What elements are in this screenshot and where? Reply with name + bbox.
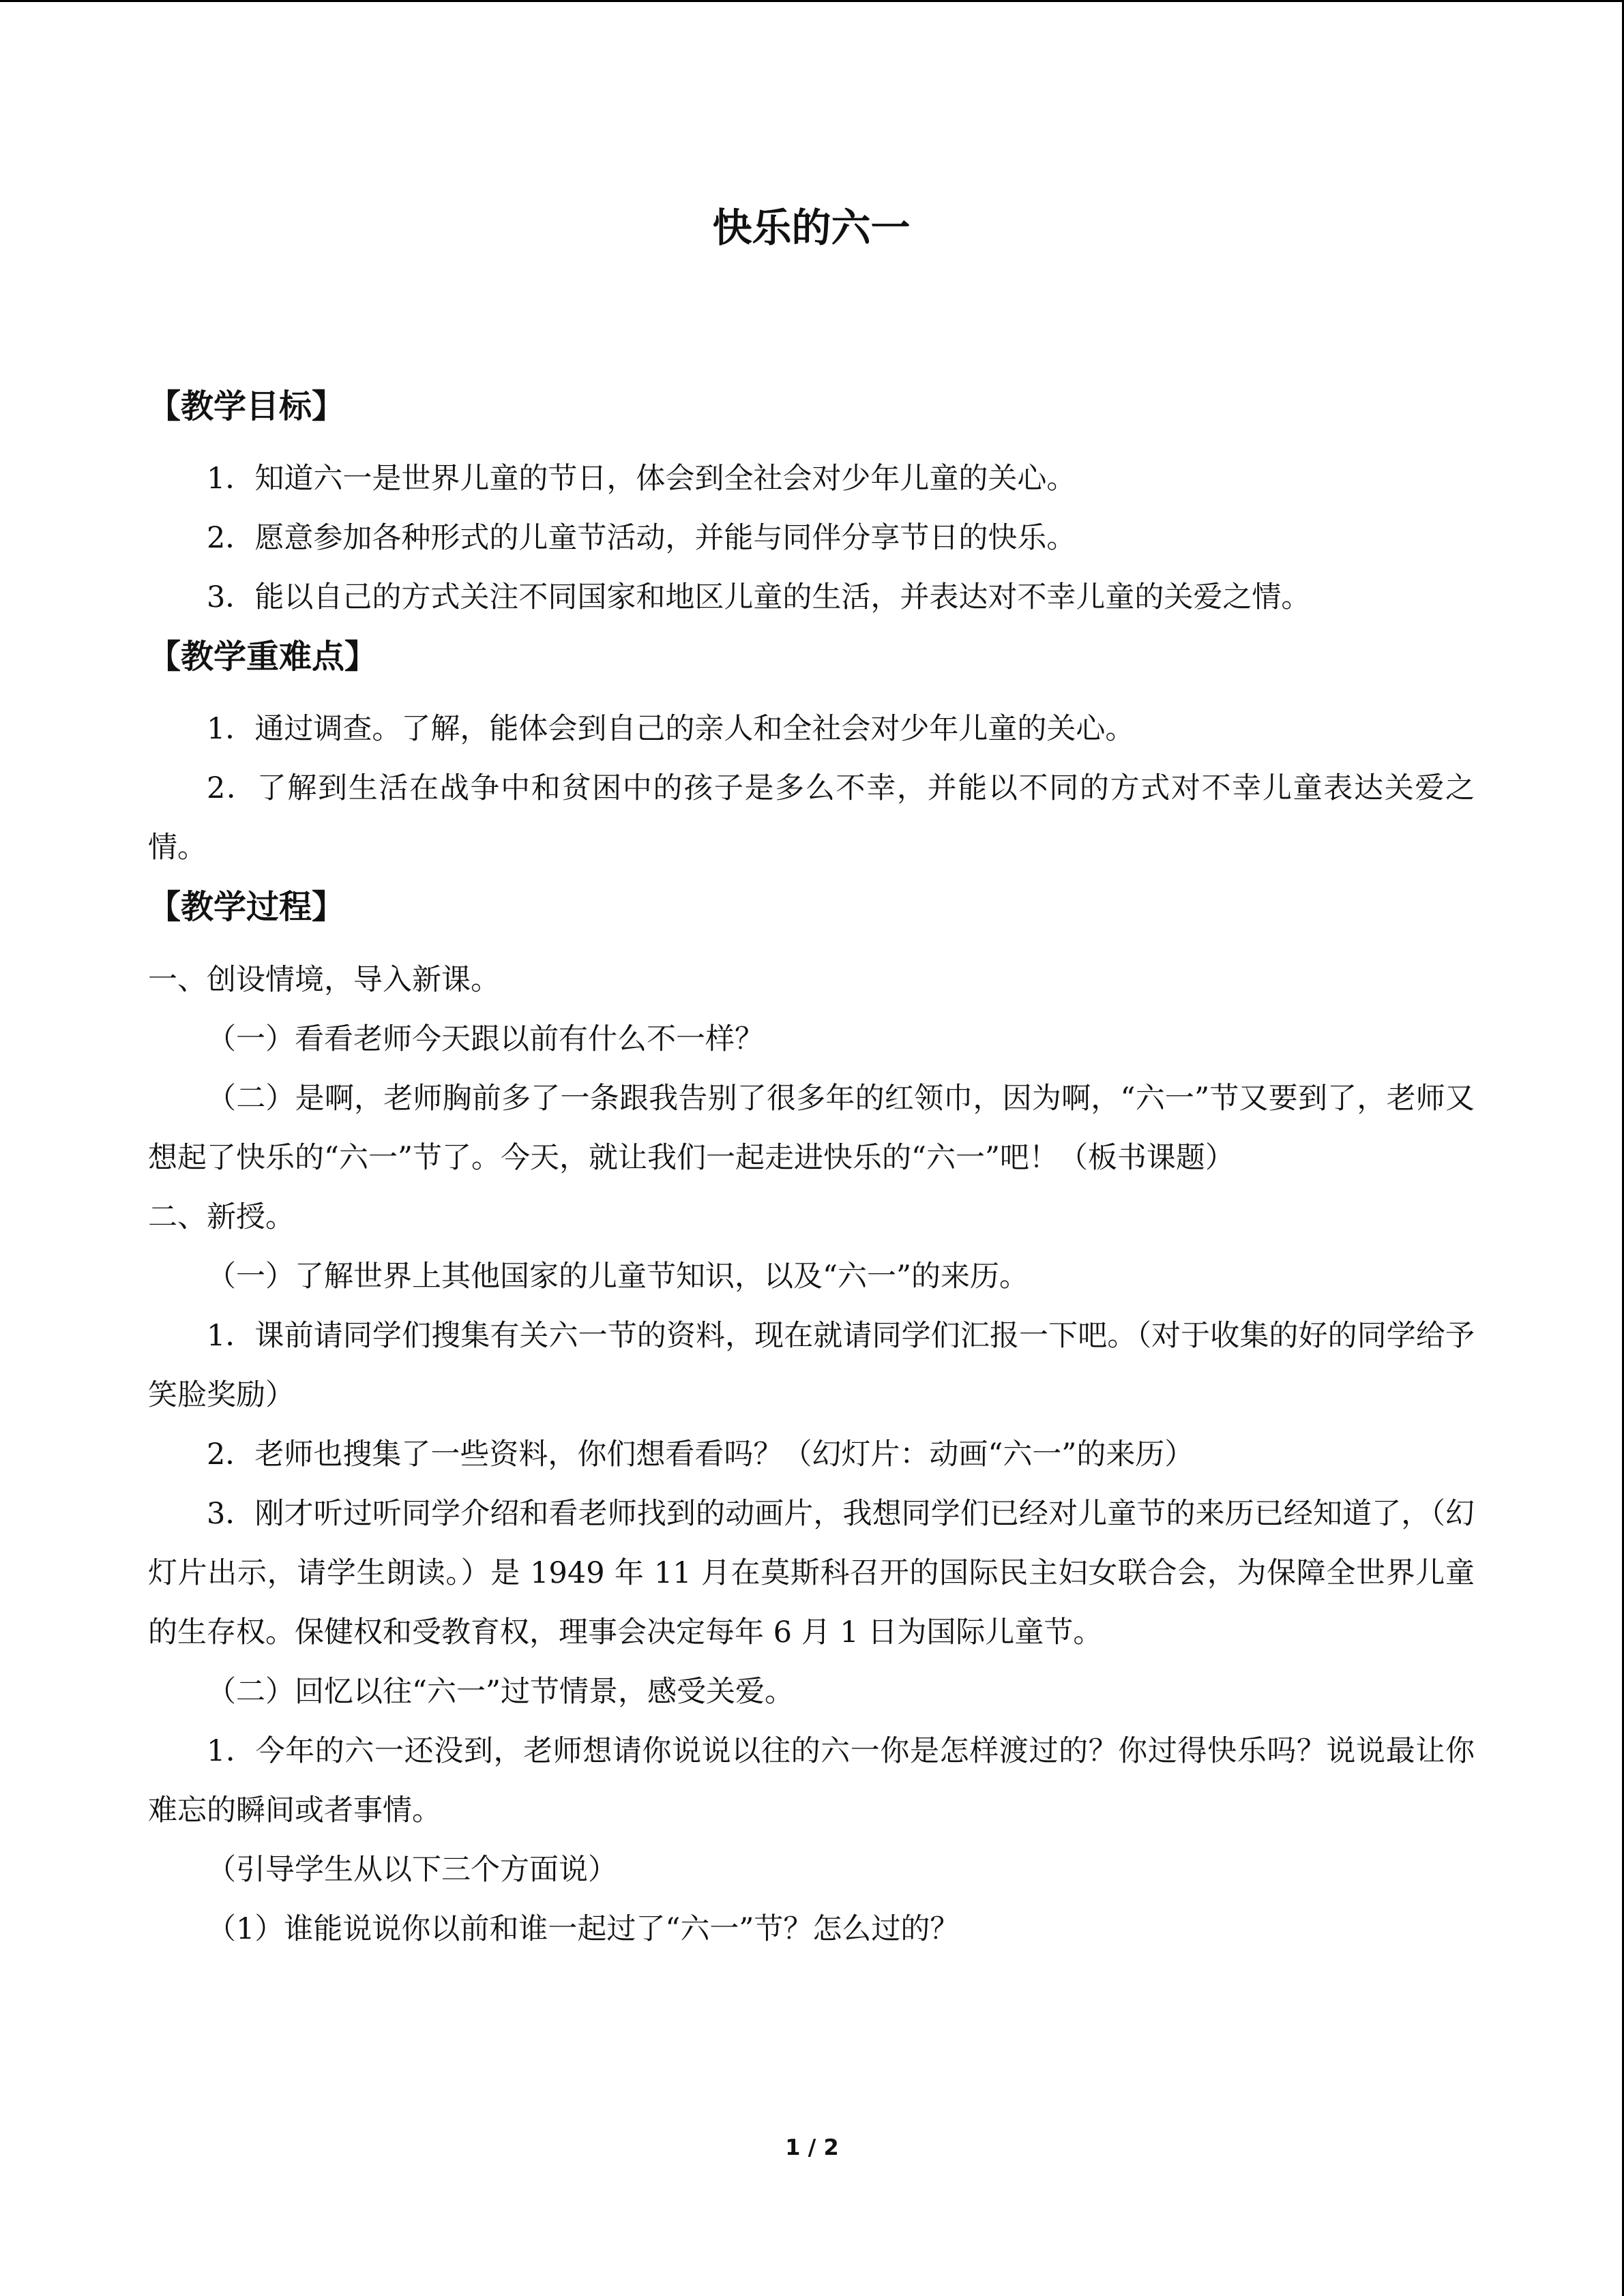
key-points-heading: 【教学重难点】 bbox=[148, 637, 378, 676]
page-border-top bbox=[0, 0, 1624, 2]
process-line: （二）是啊，老师胸前多了一条跟我告别了很多年的红领巾，因为啊，“六一”节又要到了，老师又想起了快乐的“六一”节了。今天，就让我们一起走进快乐的“六一”吧！（板书课题） bbox=[148, 1081, 1475, 1175]
objective-item: 3．能以自己的方式关注不同国家和地区儿童的生活，并表达对不幸儿童的关爱之情。 bbox=[207, 580, 1311, 614]
process-line: （二）回忆以往“六一”过节情景，感受关爱。 bbox=[207, 1674, 794, 1709]
process-heading: 【教学过程】 bbox=[148, 888, 345, 927]
process-line: （引导学生从以下三个方面说） bbox=[207, 1852, 617, 1887]
key-point-item: 1．通过调查。了解，能体会到自己的亲人和全社会对少年儿童的关心。 bbox=[207, 712, 1135, 747]
process-line: （一）看看老师今天跟以前有什么不一样？ bbox=[207, 1022, 764, 1056]
process-line: （1）谁能说说你以前和谁一起过了“六一”节？怎么过的？ bbox=[207, 1911, 960, 1946]
process-line: 3．刚才听过听同学介绍和看老师找到的动画片，我想同学们已经对儿童节的来历已经知道了，（幻灯片出示，请学生朗读。）是 1949 年 11 月在莫斯科召开的国际民主妇女联合会，为保障全世界儿童的生存权。保健权和受教育权，理事会决定每年 6 月 1 日为国际儿童节。 bbox=[148, 1496, 1475, 1650]
document-title: 快乐的六一 bbox=[712, 205, 911, 251]
objective-item: 2．愿意参加各种形式的儿童节活动，并能与同伴分享节日的快乐。 bbox=[207, 520, 1076, 555]
process-line: （一）了解世界上其他国家的儿童节知识，以及“六一”的来历。 bbox=[207, 1259, 1029, 1294]
page-number: 1 / 2 bbox=[785, 2134, 839, 2160]
process-step-heading: 一、创设情境，导入新课。 bbox=[148, 962, 500, 997]
objective-item: 1．知道六一是世界儿童的节日，体会到全社会对少年儿童的关心。 bbox=[207, 461, 1076, 496]
key-point-item: 2．了解到生活在战争中和贫困中的孩子是多么不幸，并能以不同的方式对不幸儿童表达关爱之情。 bbox=[148, 771, 1475, 865]
objectives-heading: 【教学目标】 bbox=[148, 387, 345, 426]
document-page bbox=[148, 205, 1475, 1959]
process-line: 1．今年的六一还没到，老师想请你说说以往的六一你是怎样渡过的？你过得快乐吗？说说最让你难忘的瞬间或者事情。 bbox=[148, 1733, 1475, 1828]
process-line: 1．课前请同学们搜集有关六一节的资料，现在就请同学们汇报一下吧。（对于收集的好的同学给予笑脸奖励） bbox=[148, 1318, 1475, 1412]
process-step-heading: 二、新授。 bbox=[148, 1199, 295, 1234]
process-line: 2．老师也搜集了一些资料，你们想看看吗？（幻灯片：动画“六一”的来历） bbox=[207, 1437, 1194, 1472]
